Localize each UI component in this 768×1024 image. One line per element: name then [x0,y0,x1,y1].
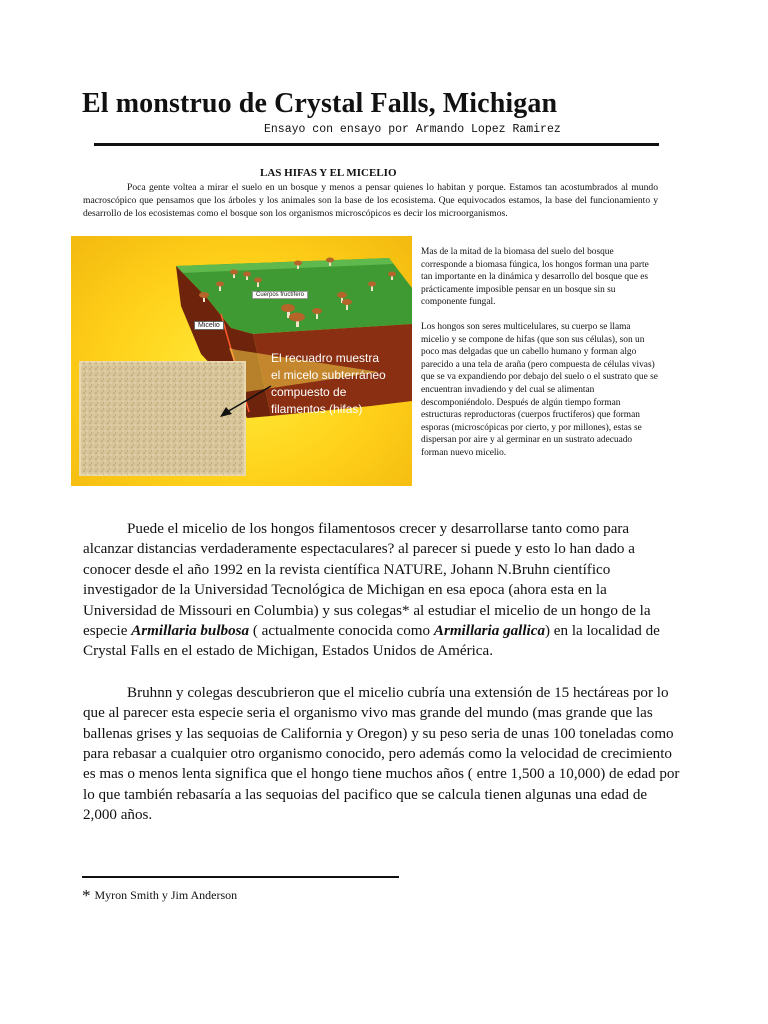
body-paragraph-1 [83,519,683,662]
hyphae-inset [80,362,245,475]
caption-line: el micelo subterráneo [271,368,386,382]
body-text: ) en la localidad de Crystal Falls en el estado de Michigan, Estados Unidos de América. [83,623,660,660]
side-paragraph-hyphae: Los hongos son seres multicelulares, su cuerpo se llama micelio y se compone de hifas (que son sus células), son un poco mas delgadas que un cabello humano y forman algo parecido a una tela de araña (pero compuesta de células vivas) que se va expandiendo por debajo del suelo o el sustrato que se encuentran invadiendo y del cual se alimentan descomponiéndolo. Después de algún tiempo forman estructuras reproductoras (cuerpos fructíferos) que forman esporas (microscópicas por cierto, y por millones), estas se dispersan por aire y al germinar en un sustrato adecuado forman nuevo micelio. [421,321,658,458]
subtitle-author: Ensayo con ensayo por Armando Lopez Ramirez [264,123,561,136]
intro-paragraph: Poca gente voltea a mirar el suelo en un bosque y menos a pensar quienes lo habitan y porque. Estamos tan acostumbrados al mundo macroscópico que pensamos que los árboles y los animales son la base de los ecosistema. Que equivocados estamos, la base del funcionamiento y desarrollo de los ecosistemas como el bosque son los organismos microscópicos es decir los microorganismos. [83,182,658,219]
footnote [82,886,237,906]
figure-caption [271,350,411,418]
page-title: El monstruo de Crystal Falls, Michigan [82,88,558,119]
title-rule [94,143,659,146]
species-name: Armillaria bulbosa [131,623,250,640]
body-text: Puede el micelio de los hongos filamentosos crecer y desarrollarse tanto como para alcanzar distancias verdaderamente espectaculares? al parecer si puede y esto lo han dado a conocer desde el año 1992 en la revista científica NATURE, Johann N.Bruhn científico investigador de la Universidad Tecnológica de Michigan en esa epoca (ahora esta en la Universidad de Missouri en Columbia) y sus colegas* al estudiar el micelio de un hongo de la especie [83,521,651,640]
body-text: ( actualmente conocida como [249,623,434,640]
section-heading: LAS HIFAS Y EL MICELIO [260,167,397,179]
main-body [83,519,683,826]
footnote-text: Myron Smith y Jim Anderson [94,888,238,902]
side-paragraph-biomass: Mas de la mitad de la biomasa del suelo del bosque corresponde a biomasa fúngica, los hongos forman una parte tan importante en la dinámica y desarrollo del bosque que es prácticamente imposible pensar en un bosque sin su componente fungal. [421,247,649,308]
species-name: Armillaria gallica [433,623,545,640]
caption-line: filamentos (hifas) [271,402,363,416]
mycelium-illustration [71,236,412,486]
caption-line: El recuadro muestra [271,351,380,365]
caption-line: compuesto de [271,385,347,399]
mycelium-label: Micelio [194,321,224,330]
footnote-rule [82,876,399,878]
side-column [421,246,658,472]
body-paragraph-2: Bruhnn y colegas descubrieron que el micelio cubría una extensión de 15 hectáreas por lo que al parecer esta especie seria el organismo vivo mas grande del mundo (mas grande que las ballenas grises y las sequoias de California y Oregon) y su peso seria de unas 100 toneladas como para rebasar a cualquier otro organismo conocido, pero además como la velocidad de crecimiento es mas o menos lenta significa que el hongo tiene muchos años ( entre 1,500 a 10,000) de edad por lo que también rebasaría a las sequoias del pacifico que se calcula tienen algunas una edad de 2,000 años. [83,684,680,824]
fruiting-bodies-label: Cuerpos fructífero [252,291,308,299]
footnote-mark: * [82,886,91,905]
